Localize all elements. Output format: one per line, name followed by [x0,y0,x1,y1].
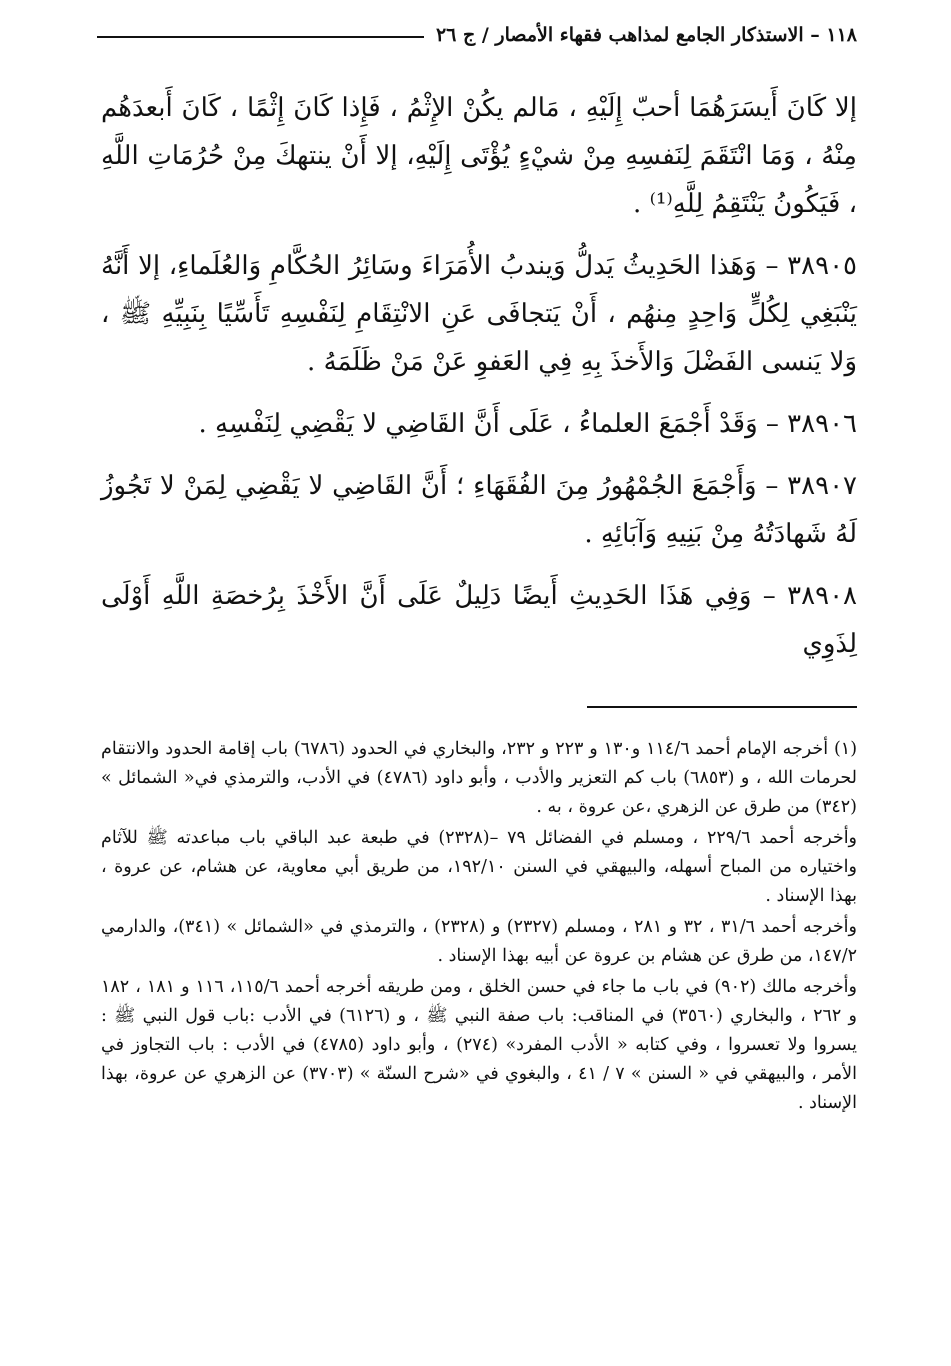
paragraph: إلا كَانَ أَيسَرَهُمَا أحبّ إِلَيْهِ ، مَالم يكُنْ الإِثْمُ ، فَإِذا كَانَ إِثْمًا ، كَانَ أَبعدَهُم مِنْهُ ، وَمَا انْتَقَمَ لِنَفسِهِ مِنْ شيْءٍ يُؤْتَى إِلَيْهِ، إلا أَنْ ينتهكَ مِنْ حُرُمَاتِ اللَّهِ ، فَيَكُونُ يَنْتَقِمُ لِلَّهِ⁽¹⁾ . [101,93,857,219]
header-rule [97,36,424,38]
paragraph: ٣٨٩٠٨ – وَفِي هَذَا الحَدِيثِ أَيضًا دَلِيلٌ عَلَى أَنَّ الأَخْذَ بِرُخصَةِ اللَّهِ أَوْلَى لِذَوِي [101,581,857,659]
running-title: ١١٨ – الاستذكار الجامع لمذاهب فقهاء الأمصار / ج ٢٦ [435,24,857,46]
footnotes [101,735,857,1118]
paragraph: ٣٨٩٠٦ – وَقَدْ أَجْمَعَ العلماءُ ، عَلَى أَنَّ القَاضِي لا يَقْضِي لِنَفْسِهِ . [198,409,857,439]
footnote: (١) أخرجه الإمام أحمد ١١٤/٦ و١٣٠ و ٢٢٣ و ٢٣٢، والبخاري في الحدود (٦٧٨٦) باب إقامة الحدود والانتقام لحرمات الله ، و (٦٨٥٣) باب كم التعزير والأدب ، وأبو داود (٤٧٨٦) في الأدب، والترمذي في« الشمائل » (٣٤٢) من طرق عن الزهري ،عن عروة ، به . [101,739,858,817]
paragraph: ٣٨٩٠٧ – وَأَجْمَعَ الجُمْهُورُ مِنَ الفُقَهَاءِ ؛ أَنَّ القَاضِي لا يَقْضِي لِمَنْ لا تَجُوزُ لَهُ شَهادَتُهُ مِنْ بَنِيهِ وَآبَائِهِ . [101,471,857,549]
footnote: وأخرجه أحمد ٢٢٩/٦ ، ومسلم في الفضائل ٧٩ –(٢٣٢٨) في طبعة عبد الباقي باب مباعدته ﷺ للآثام واختياره من المباح أسهله، والبيهقي في السنن ١٩٢/١٠، من طريق أبي معاوية، عن هشام، عن عروة ، بهذا الإسناد . [101,828,858,906]
footnote: وأخرجه مالك (٩٠٢) في باب ما جاء في حسن الخلق ، ومن طريقه أخرجه أحمد ١١٥/٦، ١١٦ و ١٨١ ، ١٨٢ و ٢٦٢ ، والبخاري (٣٥٦٠) في المناقب: باب صفة النبي ﷺ ، و (٦١٢٦) في الأدب :باب قول النبي ﷺ : يسروا ولا تعسروا ، وفي كتابه « الأدب المفرد» (٢٧٤) ، وأبو داود (٤٧٨٥) في الأدب : باب التجاوز في الأمر ، والبيهقي في « السنن » ٧ / ٤١ ، والبغوي في «شرح السنّة » (٣٧٠٣) عن الزهري عن عروة، بهذا الإسناد . [101,977,857,1113]
footnote: وأخرجه أحمد ٣١/٦ ، ٣٢ و ٢٨١ ، ومسلم (٢٣٢٧) و (٢٣٢٨) ، والترمذي في «الشمائل » (٣٤١)، والدارمي ١٤٧/٢، من طرق عن هشام بن عروة عن أبيه بهذا الإسناد . [101,917,857,966]
paragraph: ٣٨٩٠٥ – وَهَذا الحَدِيثُ يَدلُّ وَيندبُ الأُمَرَاءَ وسَائِرُ الحُكَّامِ وَالعُلَماءِ، إلا أَنَّهُ يَنْبَغِي لِكُلٍّ وَاحِدٍ مِنهُم ، أَنْ يَتجافَى عَنِ الانْتِقَامِ لِنَفْسِهِ تَأَسِّيًا بِنَبِيِّهِ ﷺ ، وَلا يَنسى الفَضْلَ وَالأَخذَ بِهِ فِي العَفوِ عَنْ مَنْ ظَلَمَهُ . [101,251,857,377]
footnote-separator [587,706,857,708]
page-header [97,24,857,46]
main-text [101,84,857,668]
